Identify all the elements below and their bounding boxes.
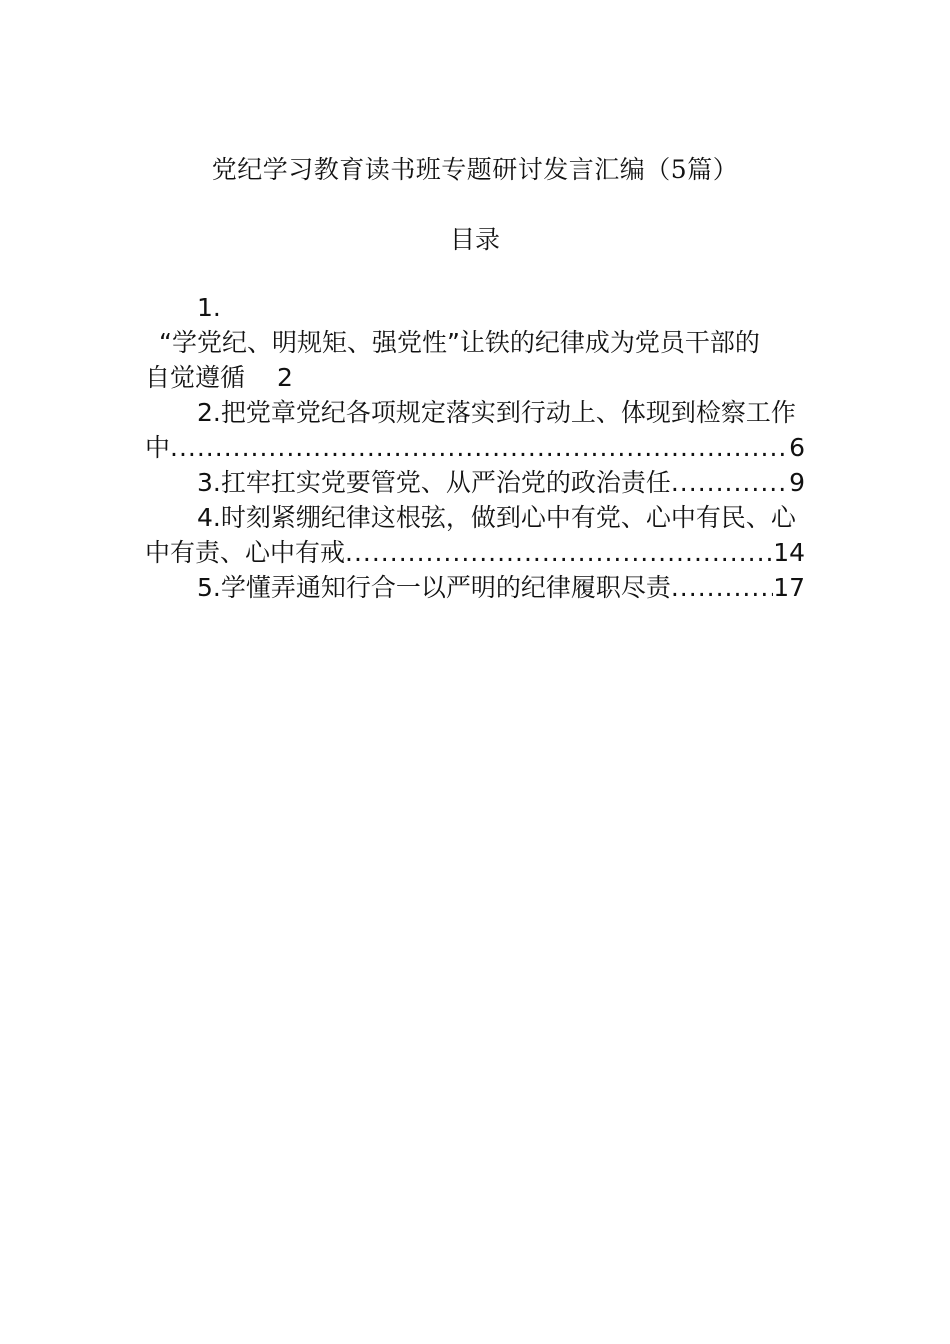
toc-entry-2-title-line2	[145, 430, 805, 465]
toc-entry-5-title: 5.学懂弄通知行合一以严明的纪律履职尽责	[197, 573, 671, 602]
toc-entry-2[interactable]	[145, 395, 805, 465]
toc-entry-2-title-end: 中	[145, 433, 171, 462]
toc-entry-4-title-line1: 4.时刻紧绷纪律这根弦，做到心中有党、心中有民、心	[197, 503, 796, 532]
document-title: 党纪学习教育读书班专题研讨发言汇编（5篇）	[211, 155, 739, 184]
toc-entry-3-line	[145, 465, 805, 500]
toc-entry-1-title-end: 自觉遵循	[145, 363, 246, 392]
toc-entry-3-page: 9	[789, 468, 805, 497]
toc-entry-5-line	[145, 570, 805, 605]
toc-entry-4-leader	[345, 535, 773, 570]
table-of-contents	[145, 290, 805, 605]
toc-entry-2-title-line1: 2.把党章党纪各项规定落实到行动上、体现到检察工作	[197, 398, 796, 427]
toc-entry-5-leader	[671, 570, 773, 605]
toc-entry-1-page: 2	[277, 363, 293, 392]
toc-entry-2-page: 6	[789, 433, 805, 462]
toc-entry-5[interactable]	[145, 570, 805, 605]
toc-entry-1-title-line1: “学党纪、明规矩、强党性”让铁的纪律成为党员干部的	[159, 328, 760, 357]
toc-entry-2-leader	[170, 430, 789, 465]
toc-heading: 目录	[449, 225, 500, 254]
toc-entry-4-title-end: 中有责、心中有戒	[145, 538, 346, 567]
toc-entry-1-number: 1.	[197, 293, 221, 322]
toc-entry-1[interactable]	[145, 290, 805, 395]
toc-entry-4[interactable]	[145, 500, 805, 570]
toc-entry-4-page: 14	[773, 538, 805, 567]
toc-entry-3[interactable]	[145, 465, 805, 500]
toc-entry-3-title: 3.扛牢扛实党要管党、从严治党的政治责任	[197, 468, 671, 497]
toc-entry-5-page: 17	[773, 573, 805, 602]
toc-entry-1-title-line2	[145, 360, 805, 395]
toc-entry-4-title-line2	[145, 535, 805, 570]
toc-entry-3-leader	[671, 465, 789, 500]
